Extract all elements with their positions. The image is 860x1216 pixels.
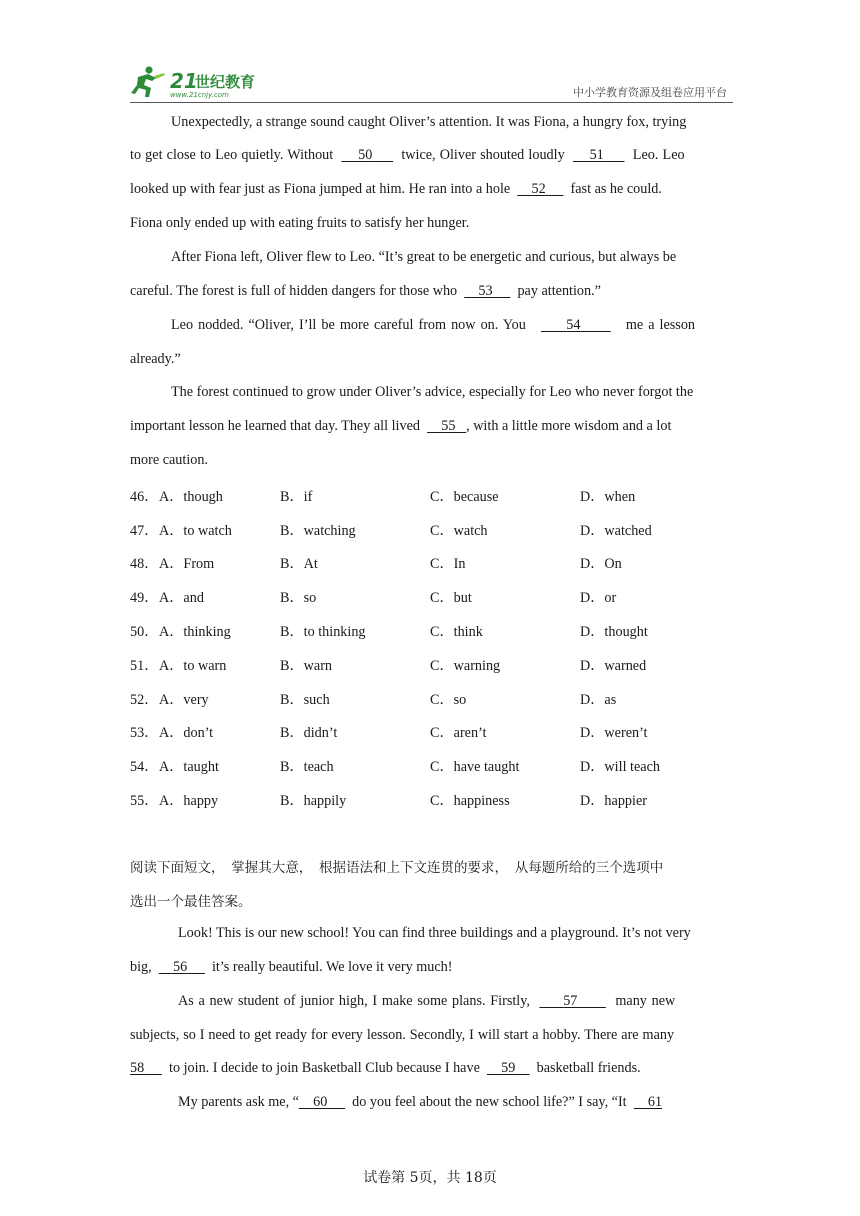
option-c: C．happiness <box>430 793 510 809</box>
option-a: A．From <box>159 556 215 572</box>
blank-53: 53 <box>478 283 493 299</box>
option-row-53: 53． A．don’t B．didn’t C．aren’t D．weren’t <box>130 722 750 742</box>
page-header <box>130 64 733 103</box>
option-c: C．In <box>430 556 466 572</box>
option-a: A．though <box>159 489 223 505</box>
option-c: C．so <box>430 692 467 708</box>
blank-58: 58 <box>130 1060 145 1076</box>
passage-line: After Fiona left, Oliver flew to Leo. “It’s great to be energetic and curious, but always be <box>171 249 677 265</box>
option-b: B．teach <box>280 759 334 775</box>
svg-text:21: 21 <box>170 69 198 93</box>
option-d: D．watched <box>580 523 652 539</box>
section-instruction: 阅读下面短文， 掌握其大意， 根据语法和上下文连贯的要求， 从每题所给的三个选项中 <box>130 860 664 876</box>
option-a: A．happy <box>159 793 219 809</box>
blank-59: 59 <box>501 1060 516 1076</box>
option-b: B．watching <box>280 523 356 539</box>
blank-51: 51 <box>589 147 604 163</box>
blank-54: 54 <box>566 317 581 333</box>
option-d: D．when <box>580 489 636 505</box>
option-row-50: 50． A．thinking B．to thinking C．think D．thought <box>130 621 750 641</box>
section-instruction: 选出一个最佳答案。 <box>130 894 252 910</box>
option-c: C．have taught <box>430 759 520 775</box>
option-c: C．but <box>430 590 472 606</box>
option-d: D．as <box>580 692 617 708</box>
passage-line: to get close to Leo quietly. Without 50 twice, Oliver shouted loudly 51 Leo. Leo <box>130 147 685 163</box>
option-b: B．so <box>280 590 317 606</box>
option-d: D．or <box>580 590 617 606</box>
option-b: B．such <box>280 692 330 708</box>
blank-52: 52 <box>531 181 546 197</box>
option-b: B．to thinking <box>280 624 366 640</box>
logo <box>130 64 280 100</box>
option-b: B．warn <box>280 658 333 674</box>
option-d: D．weren’t <box>580 725 648 741</box>
option-c: C．because <box>430 489 499 505</box>
option-row-55: 55． A．happy B．happily C．happiness D．happier <box>130 790 750 810</box>
option-a: A．and <box>159 590 204 606</box>
option-c: C．aren’t <box>430 725 487 741</box>
blank-50: 50 <box>358 147 373 163</box>
option-b: B．At <box>280 556 318 572</box>
option-b: B．happily <box>280 793 347 809</box>
option-c: C．watch <box>430 523 488 539</box>
passage-line: Leo nodded. “Oliver, I’ll be more careful from now on. You 54 me a lesson <box>171 317 696 333</box>
passage-line: My parents ask me, “ 60 do you feel about the new school life?” I say, “It 61 <box>178 1094 663 1110</box>
passage-line: already.” <box>130 351 181 367</box>
option-b: B．if <box>280 489 313 505</box>
passage-line: important lesson he learned that day. They all lived 55 , with a little more wisdom and a lot <box>130 418 672 434</box>
option-a: A．don’t <box>159 725 214 741</box>
option-d: D．happier <box>580 793 647 809</box>
passage-line: 58 to join. I decide to join Basketball Club because I have 59 basketball friends. <box>130 1060 641 1076</box>
option-c: C．warning <box>430 658 501 674</box>
option-a: A．taught <box>159 759 219 775</box>
option-row-46: 46． A．though B．if C．because D．when <box>130 486 750 506</box>
passage-line: big, 56 it’s really beautiful. We love it very much! <box>130 959 453 975</box>
option-c: C．think <box>430 624 483 640</box>
option-row-47: 47． A．to watch B．watching C．watch D．watched <box>130 520 750 540</box>
passage-line: careful. The forest is full of hidden dangers for those who 53 pay attention.” <box>130 283 601 299</box>
option-d: D．On <box>580 556 622 572</box>
blank-55: 55 <box>441 418 456 434</box>
option-a: A．thinking <box>159 624 231 640</box>
page-footer: 试卷第 5页，共 18页 <box>363 1170 497 1186</box>
option-b: B．didn’t <box>280 725 338 741</box>
passage-line: The forest continued to grow under Oliver’s advice, especially for Leo who never forgot the <box>171 384 694 400</box>
passage-line: Unexpectedly, a strange sound caught Oliver’s attention. It was Fiona, a hungry fox, trying <box>171 114 687 130</box>
option-row-51: 51． A．to warn B．warn C．warning D．warned <box>130 655 750 675</box>
passage-line: Fiona only ended up with eating fruits to satisfy her hunger. <box>130 215 470 231</box>
blank-57: 57 <box>563 993 578 1009</box>
blank-61: 61 <box>647 1094 663 1110</box>
option-a: A．to warn <box>159 658 227 674</box>
option-d: D．thought <box>580 624 648 640</box>
option-row-52: 52． A．very B．such C．so D．as <box>130 689 750 709</box>
option-row-54: 54． A．taught B．teach C．have taught D．will teach <box>130 756 750 776</box>
passage-line: Look! This is our new school! You can find three buildings and a playground. It’s not very <box>178 925 691 941</box>
platform-label: 中小学教育资源及组卷应用平台 <box>573 86 727 99</box>
option-d: D．warned <box>580 658 647 674</box>
option-d: D．will teach <box>580 759 660 775</box>
passage-line: As a new student of junior high, I make some plans. Firstly, 57 many new <box>178 993 676 1009</box>
option-row-49: 49． A．and B．so C．but D．or <box>130 587 750 607</box>
blank-56: 56 <box>172 959 188 975</box>
blank-60: 60 <box>313 1094 328 1110</box>
passage-line: subjects, so I need to get ready for every lesson. Secondly, I will start a hobby. There are many <box>130 1027 675 1043</box>
option-a: A．to watch <box>159 523 232 539</box>
svg-text:世纪教育: 世纪教育 <box>195 73 256 91</box>
svg-text:www.21cnjy.com: www.21cnjy.com <box>170 91 229 99</box>
passage-line: more caution. <box>130 452 209 468</box>
option-a: A．very <box>159 692 209 708</box>
passage-line: looked up with fear just as Fiona jumped at him. He ran into a hole 52 fast as he could. <box>130 181 662 197</box>
option-row-48: 48． A．From B．At C．In D．On <box>130 553 750 573</box>
